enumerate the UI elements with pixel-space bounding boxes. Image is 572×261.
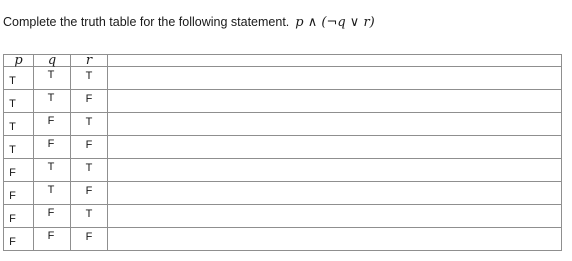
truth-table: [3, 54, 562, 251]
table-row: [4, 159, 562, 182]
table-row: [4, 182, 562, 205]
r-value-cell: [71, 228, 108, 251]
result-answer-cell[interactable]: [108, 67, 562, 90]
r-value-cell: [71, 136, 108, 159]
q-value: T: [47, 92, 55, 104]
p-value: F: [9, 190, 16, 202]
p-value-cell: [4, 182, 34, 205]
result-answer-cell[interactable]: [108, 159, 562, 182]
p-value-cell: [4, 113, 34, 136]
p-value-cell: [4, 159, 34, 182]
r-value: T: [85, 162, 93, 174]
q-value-cell: [34, 136, 71, 159]
r-value-cell: [71, 205, 108, 228]
r-value: F: [85, 185, 93, 197]
q-value-cell: [34, 159, 71, 182]
r-value-cell: [71, 182, 108, 205]
p-value: F: [9, 213, 16, 225]
r-value: T: [85, 116, 93, 128]
result-answer-cell[interactable]: [108, 113, 562, 136]
p-value: F: [9, 236, 16, 248]
r-value: F: [85, 231, 93, 243]
result-answer-cell[interactable]: [108, 182, 562, 205]
p-value-cell: [4, 67, 34, 90]
header-result: [108, 55, 562, 67]
q-value-cell: [34, 90, 71, 113]
result-answer-cell[interactable]: [108, 136, 562, 159]
q-value: F: [47, 207, 55, 219]
r-value-cell: [71, 90, 108, 113]
q-value-cell: [34, 113, 71, 136]
table-row: [4, 67, 562, 90]
r-value-cell: [71, 67, 108, 90]
q-value: T: [47, 69, 55, 81]
r-value: T: [85, 70, 93, 82]
p-value: T: [9, 144, 16, 156]
p-value: T: [9, 121, 16, 133]
r-value: T: [85, 208, 93, 220]
p-value-cell: [4, 228, 34, 251]
header-p: p: [4, 55, 34, 67]
p-value-cell: [4, 90, 34, 113]
q-value: T: [47, 161, 55, 173]
truth-table-header-row: [4, 55, 562, 67]
q-value: F: [47, 115, 55, 127]
p-value: T: [9, 98, 16, 110]
question-text: Complete the truth table for the following statement.: [3, 15, 290, 29]
header-r: r: [71, 55, 108, 67]
table-row: [4, 205, 562, 228]
q-value: F: [47, 138, 55, 150]
r-value-cell: [71, 113, 108, 136]
q-value-cell: [34, 228, 71, 251]
logic-expression: p ∧ (¬q ∨ r): [295, 15, 375, 30]
result-answer-cell[interactable]: [108, 205, 562, 228]
question-prompt: [3, 15, 375, 30]
table-row: [4, 228, 562, 251]
q-value-cell: [34, 182, 71, 205]
table-row: [4, 90, 562, 113]
p-value: F: [9, 167, 16, 179]
r-value: F: [85, 93, 93, 105]
result-answer-cell[interactable]: [108, 228, 562, 251]
q-value: T: [47, 184, 55, 196]
q-value: F: [47, 230, 55, 242]
r-value-cell: [71, 159, 108, 182]
r-value: F: [85, 139, 93, 151]
header-q: q: [34, 55, 71, 67]
p-value-cell: [4, 205, 34, 228]
q-value-cell: [34, 205, 71, 228]
q-value-cell: [34, 67, 71, 90]
p-value-cell: [4, 136, 34, 159]
result-answer-cell[interactable]: [108, 90, 562, 113]
p-value: T: [9, 75, 16, 87]
table-row: [4, 136, 562, 159]
table-row: [4, 113, 562, 136]
